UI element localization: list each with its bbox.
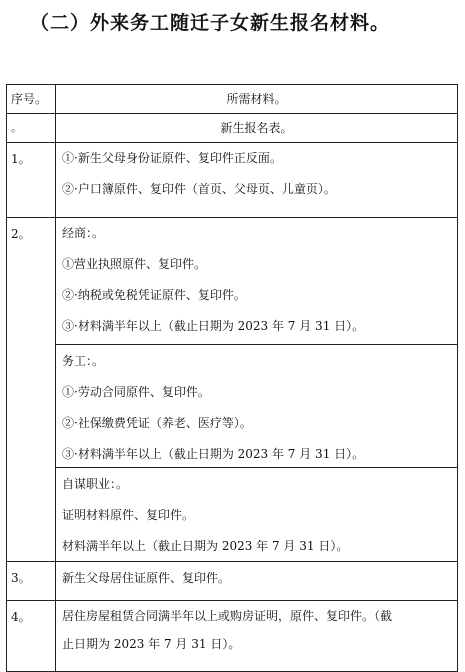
- row-index: 3。: [7, 562, 56, 601]
- page-title: （二）外来务工随迁子女新生报名材料。: [30, 12, 391, 34]
- group-business: [56, 218, 457, 344]
- table-row: [7, 601, 458, 672]
- group-item: 证明材料原件、复印件。: [62, 508, 195, 522]
- group-item: ②·社保缴费凭证（养老、医疗等）。: [62, 416, 252, 430]
- group-item: ③·材料满半年以上（截止日期为 2023 年 7 月 31 日）。: [62, 319, 365, 333]
- group-heading: 务工：。: [62, 354, 105, 368]
- table-row: [7, 143, 458, 218]
- group-heading: 自谋职业：。: [62, 477, 129, 491]
- row-text-line: 居住房屋租赁合同满半年以上或购房证明，原件、复印件。（截: [62, 609, 393, 623]
- group-item: ②·纳税或免税凭证原件、复印件。: [62, 288, 246, 302]
- table-header-row: [7, 85, 458, 114]
- group-item: ③·材料满半年以上（截止日期为 2023 年 7 月 31 日）。: [62, 447, 365, 461]
- group-self-employed: [56, 467, 457, 561]
- group-item: ①营业执照原件、复印件。: [62, 257, 207, 271]
- row-text: 新生父母居住证原件、复印件。: [62, 571, 231, 585]
- table-row: [7, 114, 458, 143]
- row-index: 。: [7, 114, 56, 143]
- table-row: [7, 218, 458, 562]
- table-row: [7, 562, 458, 601]
- row-index: 2。: [7, 218, 56, 562]
- row-item: ②·户口簿原件、复印件（首页、父母页、儿童页）。: [62, 182, 336, 196]
- row-index: 1。: [7, 143, 56, 218]
- group-item: 材料满半年以上（截止日期为 2023 年 7 月 31 日）。: [62, 539, 349, 553]
- group-employment: [56, 344, 457, 467]
- row-index: 4。: [7, 601, 56, 672]
- materials-table: [6, 84, 458, 672]
- group-item: ①·劳动合同原件、复印件。: [62, 385, 210, 399]
- row-text: 新生报名表。: [56, 114, 458, 143]
- row-text-line: 止日期为 2023 年 7 月 31 日）。: [62, 637, 241, 651]
- group-heading: 经商：。: [62, 226, 105, 240]
- header-materials: 所需材料。: [56, 85, 458, 114]
- row-item: ①·新生父母身份证原件、复印件正反面。: [62, 151, 282, 165]
- header-index: 序号。: [7, 85, 56, 114]
